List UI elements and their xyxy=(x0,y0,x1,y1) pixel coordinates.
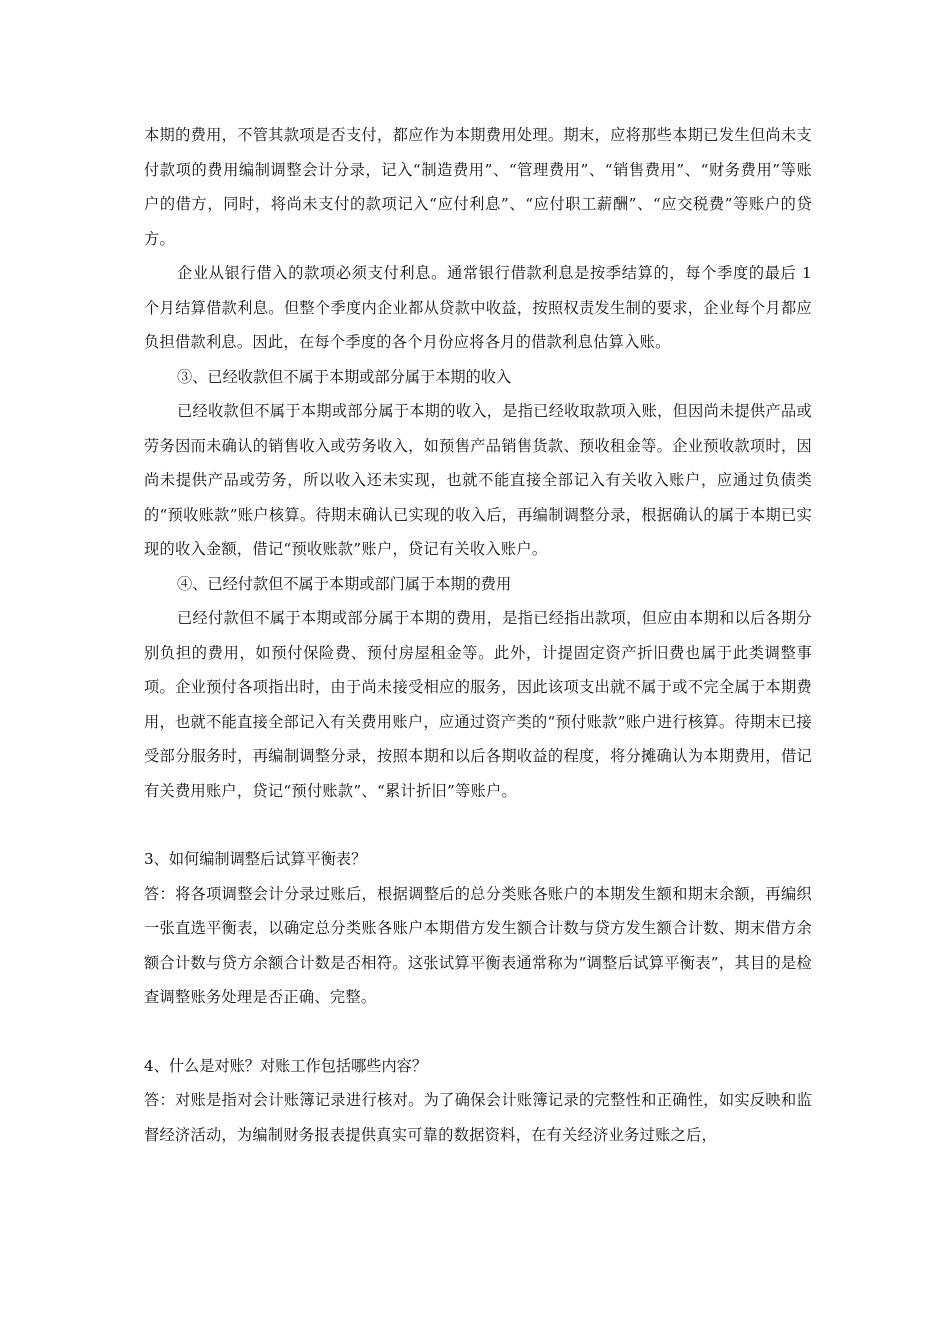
question-4-title: 4、什么是对账？对账工作包括哪些内容？ xyxy=(144,1056,428,1075)
paragraph-bank-interest: 企业从银行借入的款项必须支付利息。通常银行借款利息是按季结算的，每个季度的最后 1 个月结算借款利息。但整个季度内企业都从贷款中收益，按照权责发生制的要求，企业每个月都应负担借款利息。因此，在每个季度的各个月份应将各月的借款利息估算入账。 xyxy=(144,264,812,351)
document-body xyxy=(144,118,812,1152)
heading-prepaid-expense: ④、已经付款但不属于本期或部门属于本期的费用 xyxy=(177,574,512,593)
paragraph-prepaid-expense: 已经付款但不属于本期或部分属于本期的费用，是指已经指出款项，但应由本期和以后各期分别负担的费用，如预付保险费、预付房屋租金等。此外，计提固定资产折旧费也属于此类调整事项。企业预付各项指出时，由于尚未接受相应的服务，因此该项支出就不属于或不完全属于本期费用，也就不能直接全部记入有关费用账户，应通过资产类的“预付账款”账户进行核算。待期末已接受部分服务时，再编制调整分录，按照本期和以后各期收益的程度，将分摊确认为本期费用，借记有关费用账户，贷记“预付账款”、“累计折旧”等账户。 xyxy=(144,609,812,800)
section-spacer xyxy=(144,808,812,842)
answer-3-paragraph: 答：将各项调整会计分录过账后，根据调整后的总分类账各账户的本期发生额和期末余额，再编织一张直选平衡表，以确定总分类账各账户本期借方发生额合计数与贷方发生额合计数、期末借方余额合计数与贷方余额合计数是否相符。这张试算平衡表通常称为“调整后试算平衡表”，其目的是检查调整账务处理是否正确、完整。 xyxy=(144,884,812,1006)
section-spacer xyxy=(144,1015,812,1049)
answer-4-paragraph: 答：对账是指对会计账簿记录进行核对。为了确保会计账簿记录的完整性和正确性，如实反映和监督经济活动，为编制财务报表提供真实可靠的数据资料，在有关经济业务过账之后， xyxy=(144,1091,812,1144)
paragraph-expense-adjustment: 本期的费用，不管其款项是否支付，都应作为本期费用处理。期末，应将那些本期已发生但尚未支付款项的费用编制调整会计分录，记入“制造费用”、“管理费用”、“销售费用”、“财务费用”等账户的借方，同时，将尚未支付的款项记入“应付利息”、“应付职工薪酬”、“应交税费”等账户的贷方。 xyxy=(144,126,812,248)
question-3-title: 3、如何编制调整后试算平衡表？ xyxy=(144,850,367,868)
paragraph-unearned-revenue: 已经收款但不属于本期或部分属于本期的收入，是指已经收取款项入账，但因尚未提供产品或劳务因而未确认的销售收入或劳务收入，如预售产品销售货款、预收租金等。企业预收款项时，因尚未提供产品或劳务，所以收入还未实现，也就不能直接全部记入有关收入账户，应通过负债类的“预收账款”账户核算。待期末确认已实现的收入后，再编制调整分录，根据确认的属于本期已实现的收入金额，借记“预收账款”账户，贷记有关收入账户。 xyxy=(144,402,812,558)
heading-unearned-revenue: ③、已经收款但不属于本期或部分属于本期的收入 xyxy=(177,367,512,386)
